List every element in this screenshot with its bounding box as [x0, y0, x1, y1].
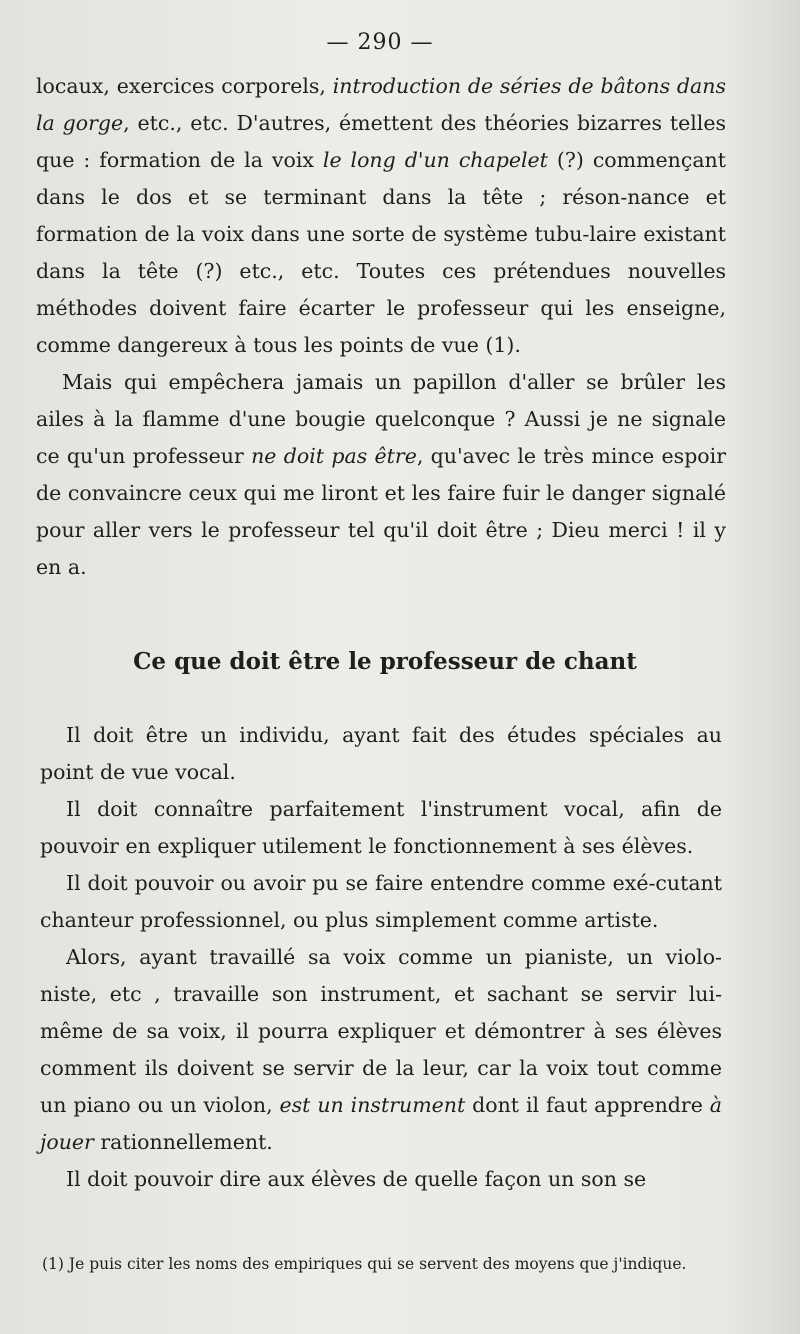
text-run: Il doit pouvoir dire aux élèves de quelle façon un son se [66, 1167, 647, 1191]
page-number: — 290 — [326, 30, 434, 55]
paragraph [40, 1161, 722, 1198]
italic-text: est un instrument [279, 1093, 466, 1117]
section-heading: Ce que doit être le professeur de chant [133, 648, 637, 675]
footnote: (1) Je puis citer les noms des empiriques qui se servent des moyens que j'indique. [42, 1255, 687, 1273]
body-text-top [36, 68, 726, 586]
text-run: Il doit pouvoir ou avoir pu se faire entendre comme exé-cutant chanteur professionnel, ou plus simplement comme artiste. [40, 871, 722, 932]
text-run: Mais qui empêchera jamais un papillon d'aller se brûler les ailes à la flamme d'une bougie quelconque ? Aussi je ne signale ce qu'un professeur [36, 370, 726, 468]
text-run: rationnellement. [93, 1130, 273, 1154]
italic-text: à jouer [40, 1093, 722, 1154]
italic-text: le long d'un chapelet [322, 148, 548, 172]
paragraph [36, 364, 726, 586]
italic-text: ne doit pas être [251, 444, 417, 468]
text-run: dont il faut apprendre [465, 1093, 710, 1117]
paragraph [36, 68, 726, 364]
text-run: , qu'avec le très mince espoir de convaincre ceux qui me liront et les faire fuir le danger signalé pour aller vers le professeur tel qu'il doit être ; Dieu merci ! il y en a. [36, 444, 727, 579]
text-run: Alors, ayant travaillé sa voix comme un pianiste, un violo-niste, etc , travaille son instrument, et sachant se servir lui-même de sa voix, il pourra expliquer et démontrer à ses élèves comment ils doivent se servir de la leur, car la voix tout comme un piano ou un violon, [40, 945, 722, 1117]
text-run: , etc., etc. D'autres, émettent des théories bizarres telles que : formation de la voix [36, 111, 726, 172]
text-run: locaux, exercices corporels, [36, 74, 333, 98]
paragraph [40, 791, 722, 865]
paragraph [40, 939, 722, 1161]
paragraph [40, 865, 722, 939]
body-text-bottom [40, 717, 722, 1198]
paragraph [40, 717, 722, 791]
text-run: Il doit connaître parfaitement l'instrument vocal, afin de pouvoir en expliquer utilement le fonctionnement à ses élèves. [40, 797, 722, 858]
text-run: (?) commençant dans le dos et se terminant dans la tête ; réson-nance et formation de la voix dans une sorte de système tubu-laire existant dans la tête (?) etc., etc. Toutes ces prétendues nouvelles méthodes doivent faire écarter le professeur qui les enseigne, comme dangereux à tous les points de vue (1). [36, 148, 726, 357]
italic-text: introduction de séries de bâtons dans la gorge [36, 74, 726, 135]
text-run: Il doit être un individu, ayant fait des études spéciales au point de vue vocal. [40, 723, 722, 784]
